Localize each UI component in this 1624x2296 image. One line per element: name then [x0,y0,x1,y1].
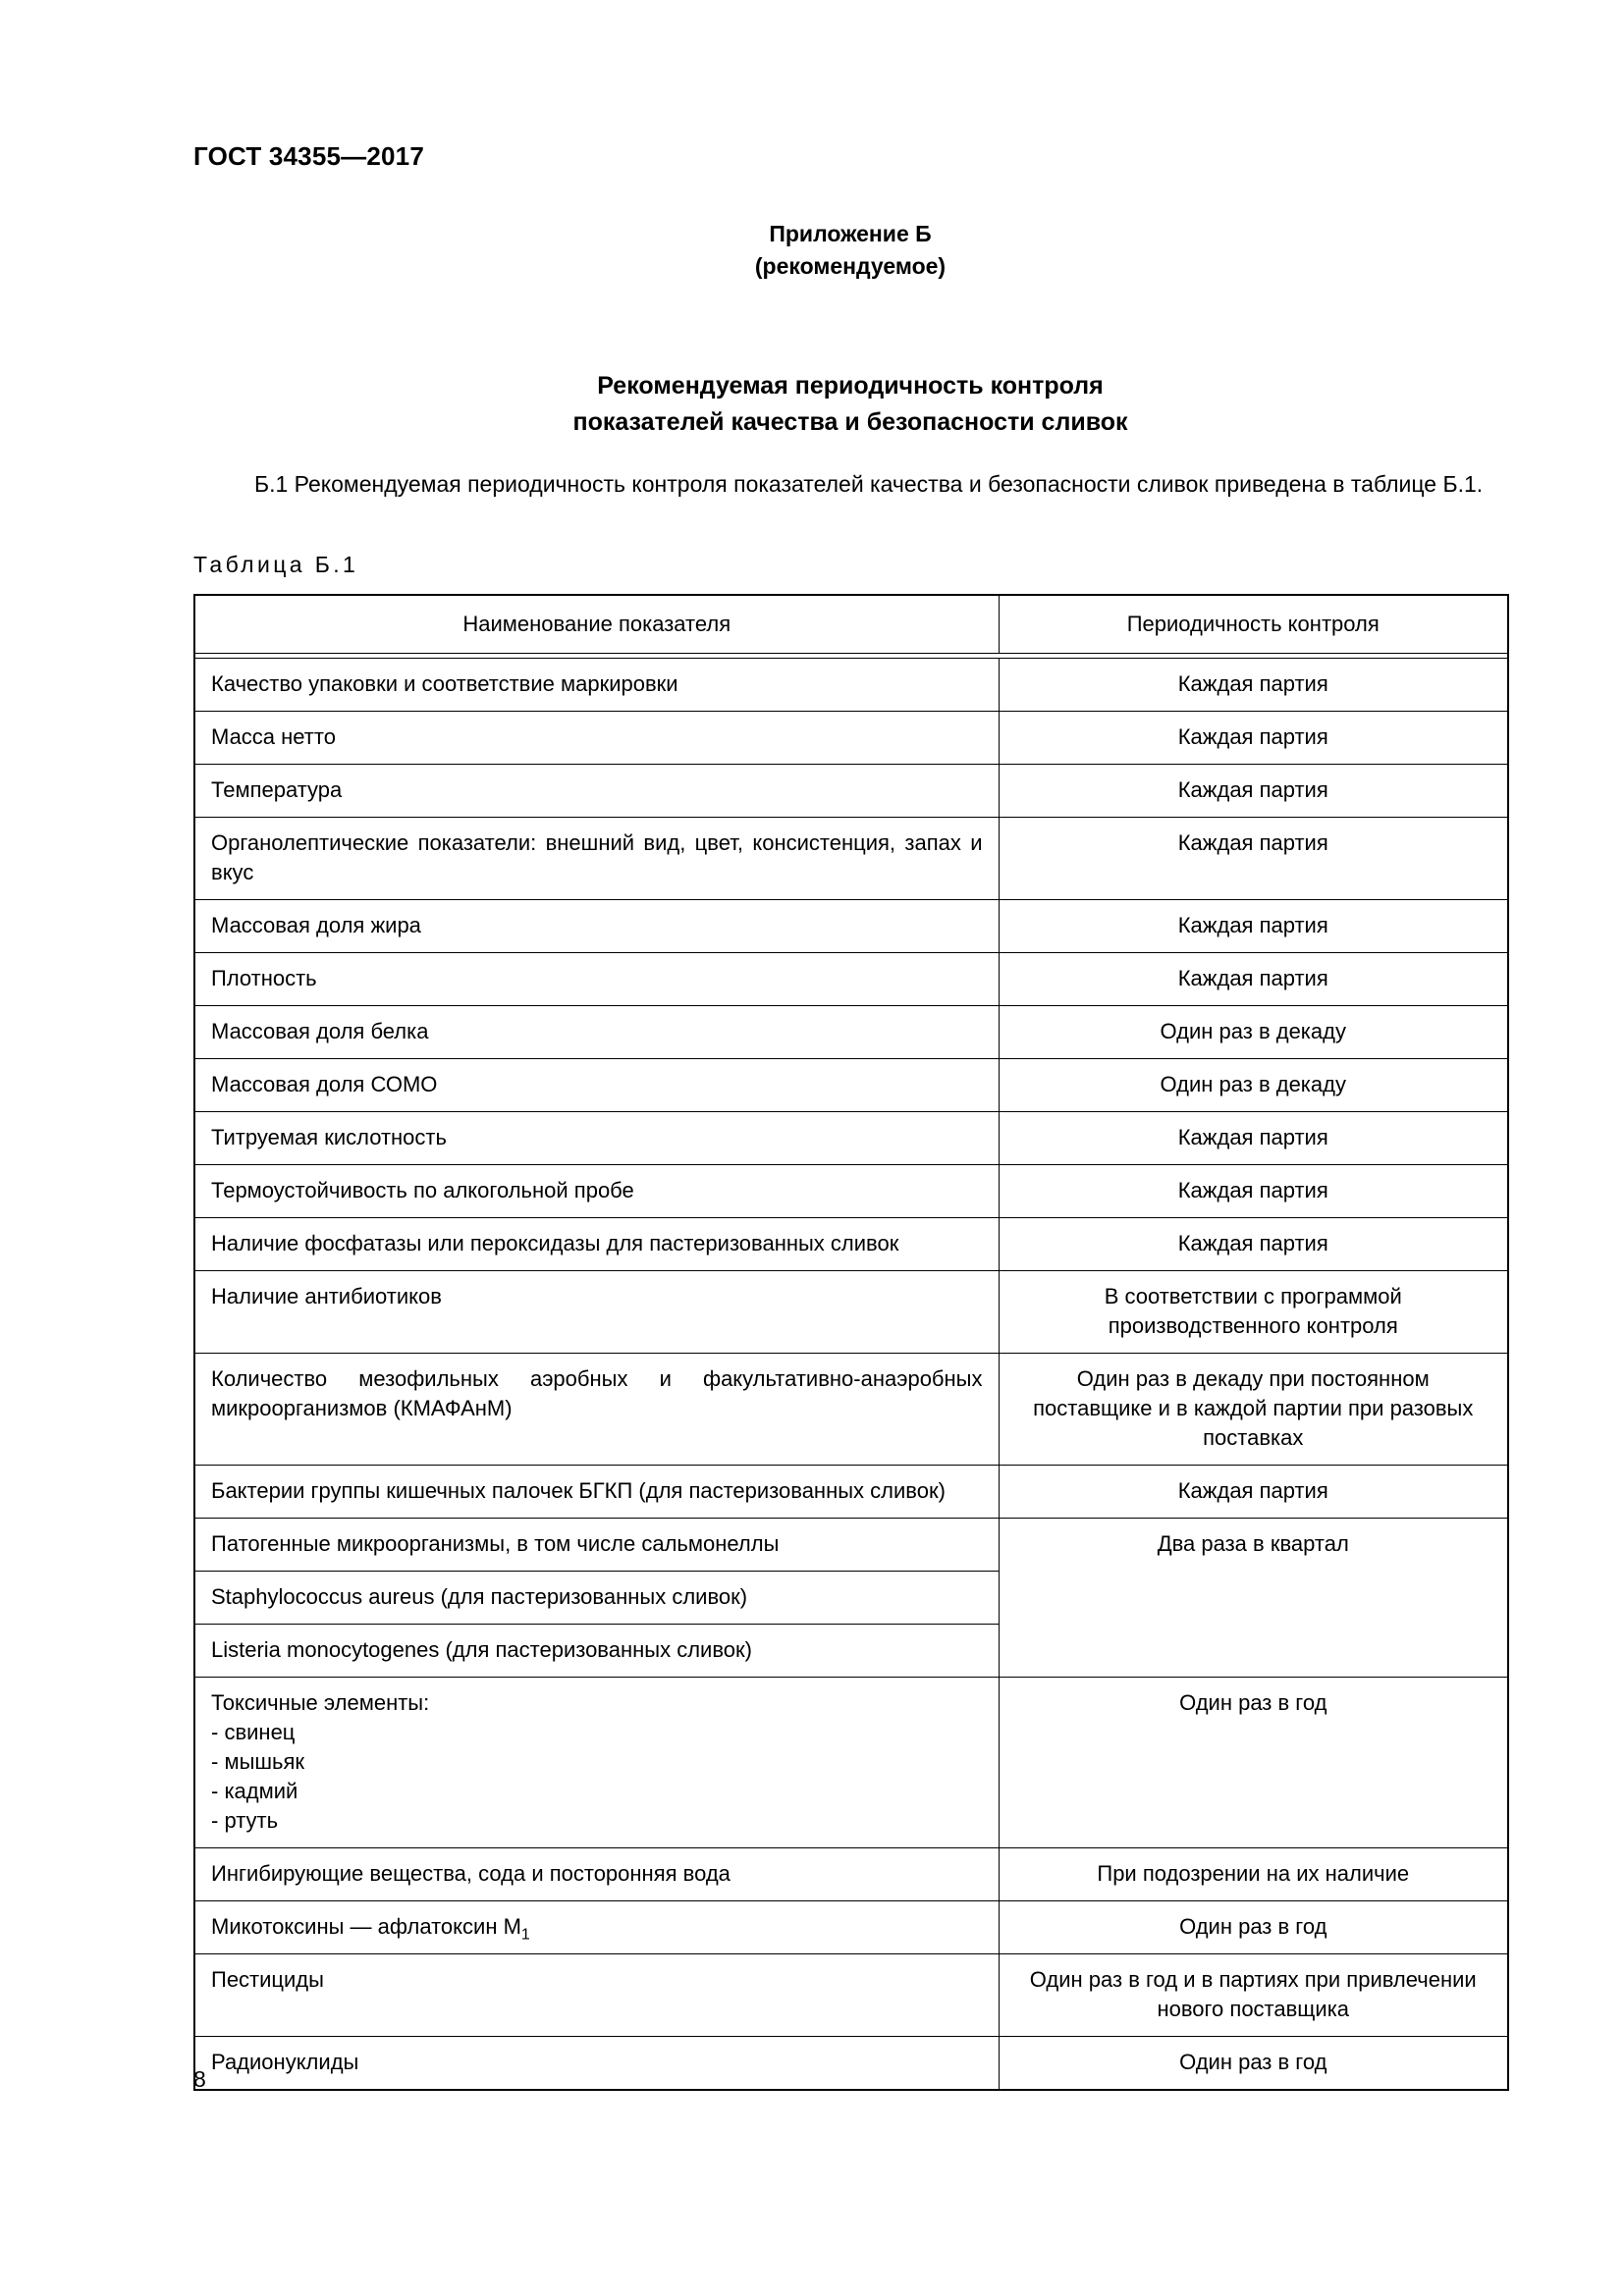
cell-indicator-name: Пестициды [194,1954,999,2037]
cell-indicator-name: Массовая доля СОМО [194,1059,999,1112]
cell-indicator-name: Плотность [194,953,999,1006]
annex-status: (рекомендуемое) [754,253,947,279]
table-row [194,765,1508,818]
toxic-elements-title: Токсичные элементы: [211,1690,430,1715]
toxic-element-item: - мышьяк [211,1749,305,1774]
table-row [194,659,1508,712]
cell-indicator-name: Термоустойчивость по алкогольной пробе [194,1165,999,1218]
cell-control-frequency: Каждая партия [999,1165,1508,1218]
cell-control-frequency: Каждая партия [999,953,1508,1006]
table-row [194,1112,1508,1165]
cell-control-frequency: Каждая партия [999,1466,1508,1519]
cell-control-frequency: Один раз в год [999,2037,1508,2091]
intro-paragraph: Б.1 Рекомендуемая периодичность контроля показателей качества и безопасности сливок приведена в таблице Б.1. [254,471,1484,497]
cell-indicator-name: Титруемая кислотность [194,1112,999,1165]
cell-control-frequency: Каждая партия [999,712,1508,765]
cell-control-frequency: Каждая партия [999,765,1508,818]
cell-indicator-name: Радионуклиды [194,2037,999,2091]
column-header-indicator-name: Наименование показателя [194,595,999,654]
table-row [194,1059,1508,1112]
cell-control-frequency: Один раз в год [999,1901,1508,1954]
table-row [194,1218,1508,1271]
cell-indicator-name: Качество упаковки и соответствие маркировки [194,659,999,712]
cell-control-frequency-merged: Два раза в квартал [999,1519,1508,1678]
table-row [194,1519,1508,1572]
annex-heading-block [193,218,1507,283]
cell-indicator-name: Массовая доля белка [194,1006,999,1059]
cell-indicator-name: Бактерии группы кишечных палочек БГКП (для пастеризованных сливок) [194,1466,999,1519]
table-header [194,595,1508,654]
cell-control-frequency: Каждая партия [999,900,1508,953]
cell-control-frequency: Один раз в декаду при постоянном поставщике и в каждой партии при разовых поставках [999,1354,1508,1466]
page-title-line-2: показателей качества и безопасности сливок [572,408,1128,436]
document-standard-header: ГОСТ 34355—2017 [193,141,424,171]
cell-indicator-name [194,1901,999,1954]
table-row [194,953,1508,1006]
cell-control-frequency: Каждая партия [999,1218,1508,1271]
page-number: 8 [193,2066,206,2092]
cell-indicator-name: Массовая доля жира [194,900,999,953]
cell-control-frequency: В соответствии с программой производственного контроля [999,1271,1508,1354]
cell-indicator-name: Патогенные микроорганизмы, в том числе сальмонеллы [194,1519,999,1572]
table-row [194,2037,1508,2091]
cell-indicator-name: Ингибирующие вещества, сода и посторонняя вода [194,1848,999,1901]
cell-indicator-name: Staphylococcus aureus (для пастеризованных сливок) [194,1572,999,1625]
cell-control-frequency: Один раз в год [999,1678,1508,1848]
column-header-control-frequency: Периодичность контроля [999,595,1508,654]
page-title [193,368,1507,441]
table-row-aflatoxin [194,1901,1508,1954]
table-row [194,1954,1508,2037]
table-row [194,900,1508,953]
aflatoxin-label: Микотоксины — афлатоксин M [211,1914,521,1939]
page-title-line-1: Рекомендуемая периодичность контроля [597,372,1104,400]
aflatoxin-subscript: 1 [520,1926,530,1944]
table-body [194,654,1508,2091]
table-row [194,1006,1508,1059]
cell-control-frequency: Каждая партия [999,659,1508,712]
table-row [194,1271,1508,1354]
cell-indicator-name: Количество мезофильных аэробных и факультативно-анаэробных микроорганизмов (КМАФАнМ) [194,1354,999,1466]
cell-control-frequency: Каждая партия [999,1112,1508,1165]
cell-indicator-name [194,1678,999,1848]
table-row [194,1165,1508,1218]
cell-indicator-name: Наличие фосфатазы или пероксидазы для пастеризованных сливок [194,1218,999,1271]
table-row-toxic-elements [194,1678,1508,1848]
cell-indicator-name: Наличие антибиотиков [194,1271,999,1354]
cell-indicator-name: Listeria monocytogenes (для пастеризованных сливок) [194,1625,999,1678]
cell-control-frequency: Каждая партия [999,818,1508,900]
cell-control-frequency: При подозрении на их наличие [999,1848,1508,1901]
table-row [194,1848,1508,1901]
cell-control-frequency: Один раз в декаду [999,1059,1508,1112]
cell-indicator-name: Температура [194,765,999,818]
table-row [194,1466,1508,1519]
table-row [194,1354,1508,1466]
toxic-element-item: - ртуть [211,1808,279,1833]
table-header-row [194,595,1508,654]
toxic-element-item: - кадмий [211,1779,298,1803]
table-row [194,712,1508,765]
table-caption: Таблица Б.1 [193,552,359,577]
cell-indicator-name: Органолептические показатели: внешний вид, цвет, консистенция, запах и вкус [194,818,999,900]
cell-indicator-name: Масса нетто [194,712,999,765]
cell-control-frequency: Один раз в декаду [999,1006,1508,1059]
table-row [194,818,1508,900]
cell-control-frequency: Один раз в год и в партиях при привлечении нового поставщика [999,1954,1508,2037]
toxic-element-item: - свинец [211,1720,296,1744]
annex-label: Приложение Б [769,221,932,246]
quality-control-frequency-table [193,594,1509,2091]
